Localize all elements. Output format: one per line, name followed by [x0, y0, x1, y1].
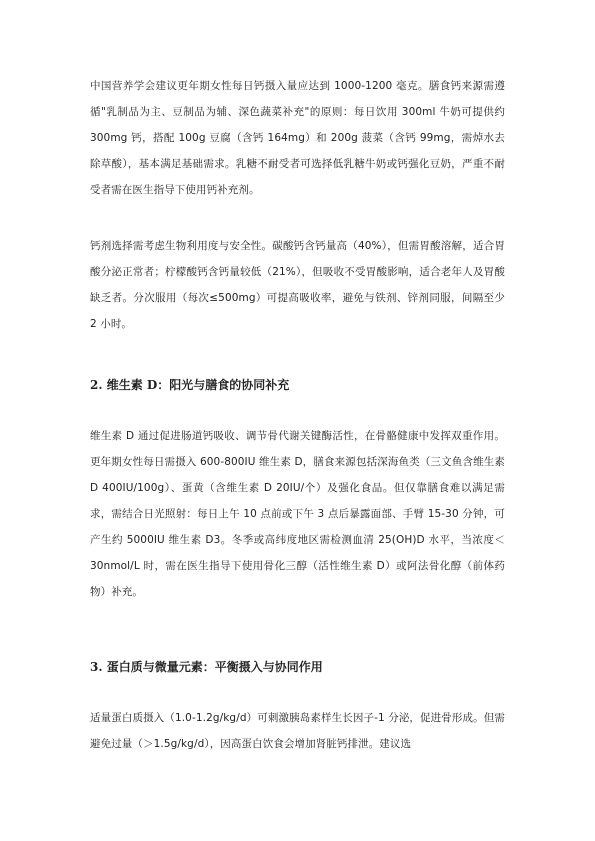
paragraph-vitamin-d: 维生素 D 通过促进肠道钙吸收、调节骨代谢关键酶活性，在骨骼健康中发挥双重作用。更年期女性每日需摄入 600-800IU 维生素 D，膳食来源包括深海鱼类（三文鱼含维生素 D 400IU/100g）、蛋黄（含维生素 D 20IU/个）及强化食品。但仅靠膳食难以满足需求，需结合日光照射：每日上午 10 点前或下午 3 点后暴露面部、手臂 15-30 分钟，可产生约 5000IU 维生素 D3。冬季或高纬度地区需检测血清 25(OH)D 水平，当浓度＜30nmol/L 时，需在医生指导下使用骨化三醇（活性维生素 D）或阿法骨化醇（前体药物）补充。: [90, 430, 505, 598]
section-heading-protein: 3. 蛋白质与微量元素：平衡摄入与协同作用: [90, 660, 323, 674]
paragraph-calcium-supplements: 钙剂选择需考虑生物利用度与安全性。碳酸钙含钙量高（40%），但需胃酸溶解，适合胃酸分泌正常者；柠檬酸钙含钙量较低（21%），但吸收不受胃酸影响，适合老年人及胃酸缺乏者。分次服用（每次≤500mg）可提高吸收率，避免与铁剂、锌剂同服，间隔至少 2 小时。: [90, 240, 505, 330]
paragraph-calcium-intake: 中国营养学会建议更年期女性每日钙摄入量应达到 1000-1200 毫克。膳食钙来源需遵循"乳制品为主、豆制品为辅、深色蔬菜补充"的原则：每日饮用 300ml 牛奶可提供约 300mg 钙，搭配 100g 豆腐（含钙 164mg）和 200g 菠菜（含钙 99mg，需焯水去除草酸），基本满足基础需求。乳糖不耐受者可选择低乳糖牛奶或钙强化豆奶，严重不耐受者需在医生指导下使用钙补充剂。: [90, 80, 505, 196]
paragraph-protein: 适量蛋白质摄入（1.0-1.2g/kg/d）可刺激胰岛素样生长因子-1 分泌，促进骨形成。但需避免过量（＞1.5g/kg/d），因高蛋白饮食会增加肾脏钙排泄。建议选: [90, 712, 505, 750]
section-heading-vitamin-d: 2. 维生素 D：阳光与膳食的协同补充: [90, 378, 290, 392]
